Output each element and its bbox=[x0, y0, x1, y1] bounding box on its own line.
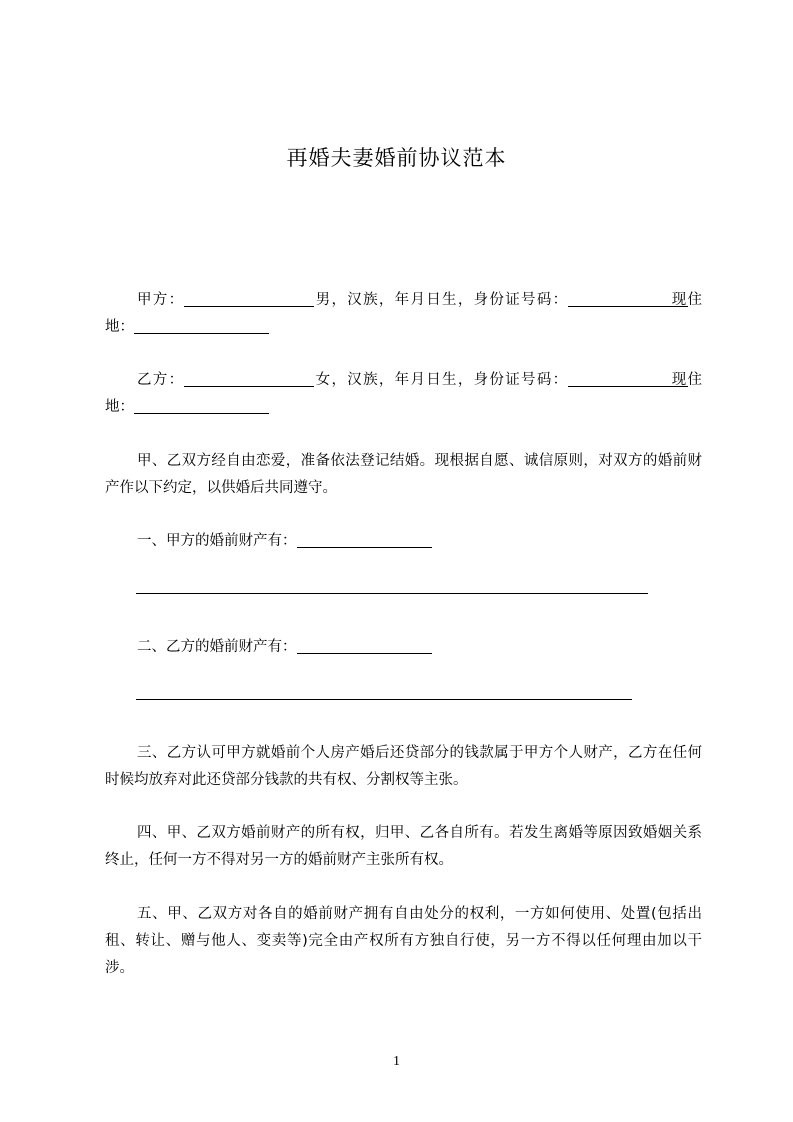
clause-1-fill-line[interactable] bbox=[136, 593, 648, 594]
clause-2-label: 二、乙方的婚前财产有： bbox=[137, 639, 297, 655]
party-b-name-blank[interactable] bbox=[184, 369, 314, 387]
party-a-address-label: 现住地： bbox=[105, 292, 703, 335]
document-title: 再婚夫妻婚前协议范本 bbox=[286, 146, 507, 170]
party-a-id-blank-cont[interactable] bbox=[656, 289, 670, 307]
clause-5-paragraph: 五、甲、乙双方对各自的婚前财产拥有自由处分的权利，一方如何使用、处置(包括出租、转让、赠与他人、变卖等)完全由产权所有方独自行使，另一方不得以任何理由加以干涉。 bbox=[105, 906, 702, 976]
party-b-label: 乙方： bbox=[137, 372, 185, 388]
clause-1-label: 一、甲方的婚前财产有： bbox=[137, 533, 297, 549]
clause-4-paragraph: 四、甲、乙双方婚前财产的所有权，归甲、乙各自所有。若发生离婚等原因致婚姻关系终止，任何一方不得对另一方的婚前财产主张所有权。 bbox=[105, 825, 702, 868]
party-a-paragraph bbox=[105, 287, 702, 341]
page-number: 1 bbox=[393, 1054, 400, 1069]
party-a-name-blank[interactable] bbox=[184, 289, 314, 307]
clause-2-paragraph bbox=[105, 634, 702, 661]
clause-1-paragraph bbox=[105, 528, 702, 555]
party-b-id-blank-cont[interactable] bbox=[656, 369, 670, 387]
clause-2-fill-line[interactable] bbox=[136, 699, 632, 700]
party-a-details: 男，汉族，年月日生，身份证号码： bbox=[314, 292, 569, 308]
clause-3-paragraph: 三、乙方认可甲方就婚前个人房产婚后还贷部分的钱款属于甲方个人财产，乙方在任何时候均放弃对此还贷部分钱款的共有权、分割权等主张。 bbox=[105, 745, 702, 788]
clause-1-blank[interactable] bbox=[297, 530, 432, 548]
party-a-address-blank[interactable] bbox=[134, 316, 269, 334]
party-b-paragraph bbox=[105, 367, 702, 421]
party-b-address-blank[interactable] bbox=[134, 396, 269, 414]
preamble-paragraph: 甲、乙双方经自由恋爱，准备依法登记结婚。现根据自愿、诚信原则，对双方的婚前财产作以下约定，以供婚后共同遵守。 bbox=[105, 453, 702, 496]
party-b-address-label: 现住地： bbox=[105, 372, 703, 415]
party-a-label: 甲方： bbox=[137, 292, 185, 308]
clause-2-blank[interactable] bbox=[297, 636, 432, 654]
party-b-details: 女，汉族，年月日生，身份证号码： bbox=[314, 372, 569, 388]
